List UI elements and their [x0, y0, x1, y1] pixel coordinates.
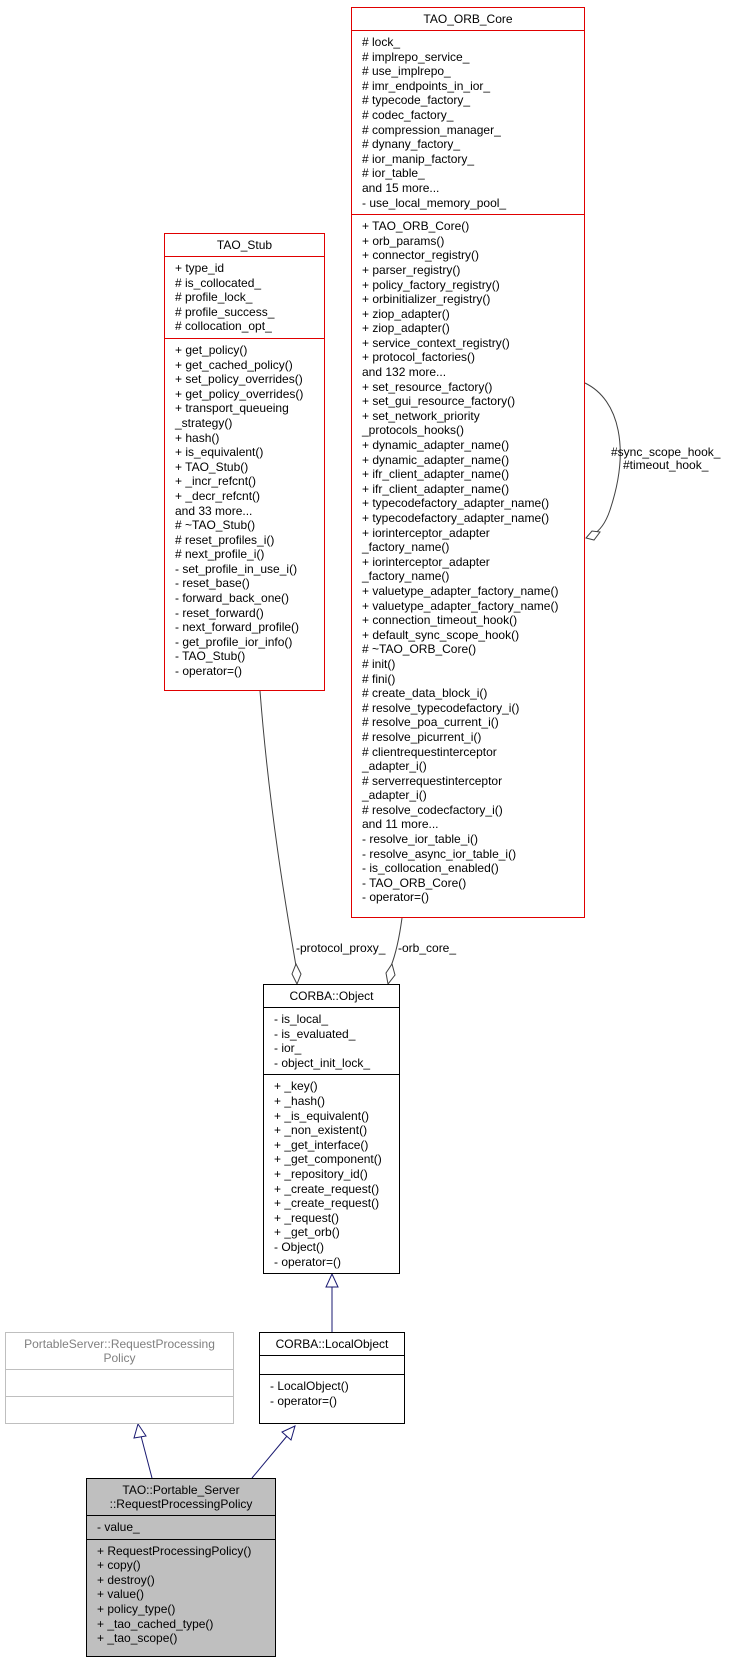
class-corba-localobject[interactable] — [259, 1332, 405, 1424]
member-item: + iorinterceptor_adapter — [362, 554, 490, 569]
class-portableserver-rpp[interactable] — [5, 1332, 234, 1424]
member-item: - operator=() — [175, 664, 243, 679]
member-item: - resolve_async_ior_table_i() — [362, 846, 517, 861]
member-item: + parser_registry() — [362, 262, 461, 277]
member-item: # compression_manager_ — [362, 122, 501, 137]
member-item: + policy_factory_registry() — [362, 277, 500, 292]
member-item: + orb_params() — [362, 233, 445, 248]
methods-section — [264, 1074, 399, 1273]
member-item: - get_profile_ior_info() — [175, 634, 293, 649]
member-item: # implrepo_service_ — [362, 49, 470, 64]
inherit-taorpp-rpp — [134, 1424, 152, 1478]
member-item: + set_network_priority — [362, 408, 480, 423]
member-item: - operator=() — [274, 1254, 342, 1269]
member-item: - set_profile_in_use_i() — [175, 561, 298, 576]
member-item: # ~TAO_ORB_Core() — [362, 642, 477, 657]
member-item: + iorinterceptor_adapter — [362, 525, 490, 540]
assoc-protocol-proxy — [260, 691, 301, 984]
member-item: - object_init_lock_ — [274, 1055, 371, 1070]
edge-label-self-line2: #timeout_hook_ — [623, 458, 709, 472]
class-tao-orb-core[interactable] — [351, 7, 585, 918]
member-item: + set_resource_factory() — [362, 379, 493, 394]
member-item: + RequestProcessingPolicy() — [97, 1543, 252, 1558]
methods-section — [6, 1396, 233, 1419]
member-item: - Object() — [274, 1239, 325, 1254]
member-item: + _request() — [274, 1210, 340, 1225]
class-title: TAO_Stub — [216, 238, 273, 252]
methods-section — [87, 1539, 275, 1650]
member-item: + policy_type() — [97, 1601, 176, 1616]
member-item: + set_policy_overrides() — [175, 372, 303, 387]
attributes-section — [260, 1355, 404, 1374]
member-item: _factory_name() — [362, 569, 450, 584]
member-item: # resolve_picurrent_i() — [362, 729, 482, 744]
member-item: + _repository_id() — [274, 1166, 368, 1181]
member-item: _adapter_i() — [362, 788, 427, 803]
member-item: # resolve_codecfactory_i() — [362, 802, 503, 817]
member-item: + type_id — [175, 261, 225, 275]
member-item: - operator=() — [270, 1393, 338, 1408]
member-item: # is_collocated_ — [175, 275, 262, 290]
member-item: - forward_back_one() — [175, 591, 290, 606]
inherit-localobject-object — [326, 1274, 338, 1332]
inherit-taorpp-localobject — [252, 1426, 295, 1478]
member-item: # collocation_opt_ — [175, 319, 272, 334]
member-item: and 33 more... — [175, 503, 253, 518]
member-item: + get_policy() — [175, 342, 248, 357]
member-item: - reset_forward() — [175, 605, 264, 620]
member-item: - is_evaluated_ — [274, 1026, 356, 1041]
member-item: + _key() — [274, 1079, 318, 1094]
member-item: # clientrequestinterceptor — [362, 744, 497, 759]
class-title-line1: PortableServer::RequestProcessing — [24, 1337, 215, 1351]
member-item: # init() — [362, 656, 396, 671]
member-item: # use_implrepo_ — [362, 64, 451, 79]
member-item: - use_local_memory_pool_ — [362, 195, 507, 210]
member-item: # lock_ — [362, 35, 401, 49]
member-item: + _incr_refcnt() — [175, 474, 257, 489]
member-item: + _non_existent() — [274, 1123, 368, 1138]
member-item: + service_context_registry() — [362, 335, 510, 350]
member-item: + _get_component() — [274, 1152, 382, 1167]
member-item: + _decr_refcnt() — [175, 488, 261, 503]
member-item: # fini() — [362, 671, 396, 686]
attributes-section — [352, 30, 584, 214]
member-item: + typecodefactory_adapter_name() — [362, 511, 550, 525]
member-item: + ifr_client_adapter_name() — [362, 467, 510, 482]
member-item: - is_collocation_enabled() — [362, 861, 499, 876]
member-item: + orbinitializer_registry() — [362, 292, 491, 307]
member-item: + dynamic_adapter_name() — [362, 438, 510, 453]
member-item: + _tao_scope() — [97, 1631, 178, 1646]
member-item: _adapter_i() — [362, 759, 427, 774]
member-item: + typecodefactory_adapter_name() — [362, 496, 550, 511]
member-item: # profile_success_ — [175, 304, 275, 319]
member-item: + _hash() — [274, 1093, 326, 1108]
class-title: CORBA::Object — [289, 989, 374, 1003]
class-tao-rpp[interactable] — [86, 1478, 276, 1657]
member-item: + _is_equivalent() — [274, 1108, 370, 1123]
member-item: # next_profile_i() — [175, 547, 265, 562]
member-item: + _create_request() — [274, 1196, 380, 1211]
member-item: + ziop_adapter() — [362, 306, 450, 321]
edge-label-orb-core: -orb_core_ — [398, 941, 457, 955]
member-item: _factory_name() — [362, 540, 450, 555]
member-item: + TAO_Stub() — [175, 459, 249, 474]
member-item: and 15 more... — [362, 180, 440, 195]
class-title-line2: ::RequestProcessingPolicy — [109, 1497, 253, 1511]
class-tao-stub[interactable] — [164, 233, 325, 691]
member-item: - resolve_ior_table_i() — [362, 832, 479, 847]
member-item: + connection_timeout_hook() — [362, 613, 518, 628]
member-item: + value() — [97, 1587, 145, 1602]
member-item: - TAO_Stub() — [175, 649, 246, 664]
attributes-section — [264, 1007, 399, 1074]
member-item: - TAO_ORB_Core() — [362, 875, 467, 890]
methods-section — [165, 338, 324, 683]
member-item: - next_forward_profile() — [175, 620, 300, 635]
member-item: - ior_ — [274, 1041, 302, 1056]
member-item: - LocalObject() — [270, 1379, 349, 1393]
class-corba-object[interactable] — [263, 984, 400, 1274]
member-item: + valuetype_adapter_factory_name() — [362, 583, 559, 598]
class-title-line2: Policy — [103, 1351, 136, 1365]
member-item: - value_ — [97, 1520, 140, 1534]
class-title: CORBA::LocalObject — [275, 1337, 389, 1351]
member-item: # resolve_typecodefactory_i() — [362, 700, 520, 715]
class-title-line1: TAO::Portable_Server — [122, 1483, 240, 1497]
attributes-section — [87, 1515, 275, 1539]
attributes-section — [165, 256, 324, 338]
edge-label-protocol-proxy: -protocol_proxy_ — [296, 941, 386, 955]
member-item: + destroy() — [97, 1572, 155, 1587]
member-item: # resolve_poa_current_i() — [362, 715, 499, 730]
member-item: + get_cached_policy() — [175, 357, 293, 372]
member-item: + copy() — [97, 1558, 141, 1573]
member-item: - reset_base() — [175, 576, 250, 591]
member-item: _protocols_hooks() — [362, 423, 465, 438]
member-item: + valuetype_adapter_factory_name() — [362, 598, 559, 613]
member-item: + protocol_factories() — [362, 350, 476, 365]
member-item: and 11 more... — [362, 817, 439, 832]
member-item: # ior_table_ — [362, 166, 425, 181]
member-item: # dynany_factory_ — [362, 137, 461, 152]
member-item: + set_gui_resource_factory() — [362, 394, 516, 409]
attributes-section — [6, 1369, 233, 1396]
member-item: + TAO_ORB_Core() — [362, 219, 470, 234]
methods-section — [352, 214, 584, 909]
member-item: + dynamic_adapter_name() — [362, 452, 510, 467]
edge-label-self — [611, 446, 720, 472]
member-item: # create_data_block_i() — [362, 686, 488, 701]
member-item: + ziop_adapter() — [362, 321, 450, 336]
member-item: + _get_orb() — [274, 1225, 340, 1240]
member-item: + transport_queueing — [175, 401, 289, 416]
edge-label-self-line1: #sync_scope_hook_ — [611, 445, 721, 459]
member-item: # typecode_factory_ — [362, 93, 471, 108]
member-item: + _get_interface() — [274, 1137, 369, 1152]
member-item: + default_sync_scope_hook() — [362, 627, 520, 642]
member-item: - operator=() — [362, 890, 430, 905]
member-item: + _tao_cached_type() — [97, 1616, 214, 1631]
member-item: _strategy() — [175, 415, 233, 430]
member-item: # ~TAO_Stub() — [175, 518, 256, 533]
member-item: - is_local_ — [274, 1012, 329, 1026]
methods-section — [260, 1374, 404, 1412]
member-item: + _create_request() — [274, 1181, 380, 1196]
member-item: + hash() — [175, 430, 220, 445]
member-item: # imr_endpoints_in_ior_ — [362, 78, 491, 93]
member-item: # ior_manip_factory_ — [362, 151, 475, 166]
class-title — [87, 1479, 275, 1515]
member-item: + is_equivalent() — [175, 445, 264, 460]
member-item: + connector_registry() — [362, 248, 480, 263]
member-item: # reset_profiles_i() — [175, 532, 275, 547]
member-item: + get_policy_overrides() — [175, 386, 304, 401]
class-title: TAO_ORB_Core — [423, 12, 513, 26]
class-title — [6, 1333, 233, 1369]
member-item: # serverrequestinterceptor — [362, 773, 503, 788]
member-item: # codec_factory_ — [362, 107, 454, 122]
member-item: # profile_lock_ — [175, 290, 253, 305]
member-item: + ifr_client_adapter_name() — [362, 481, 510, 496]
member-item: and 132 more... — [362, 365, 447, 380]
